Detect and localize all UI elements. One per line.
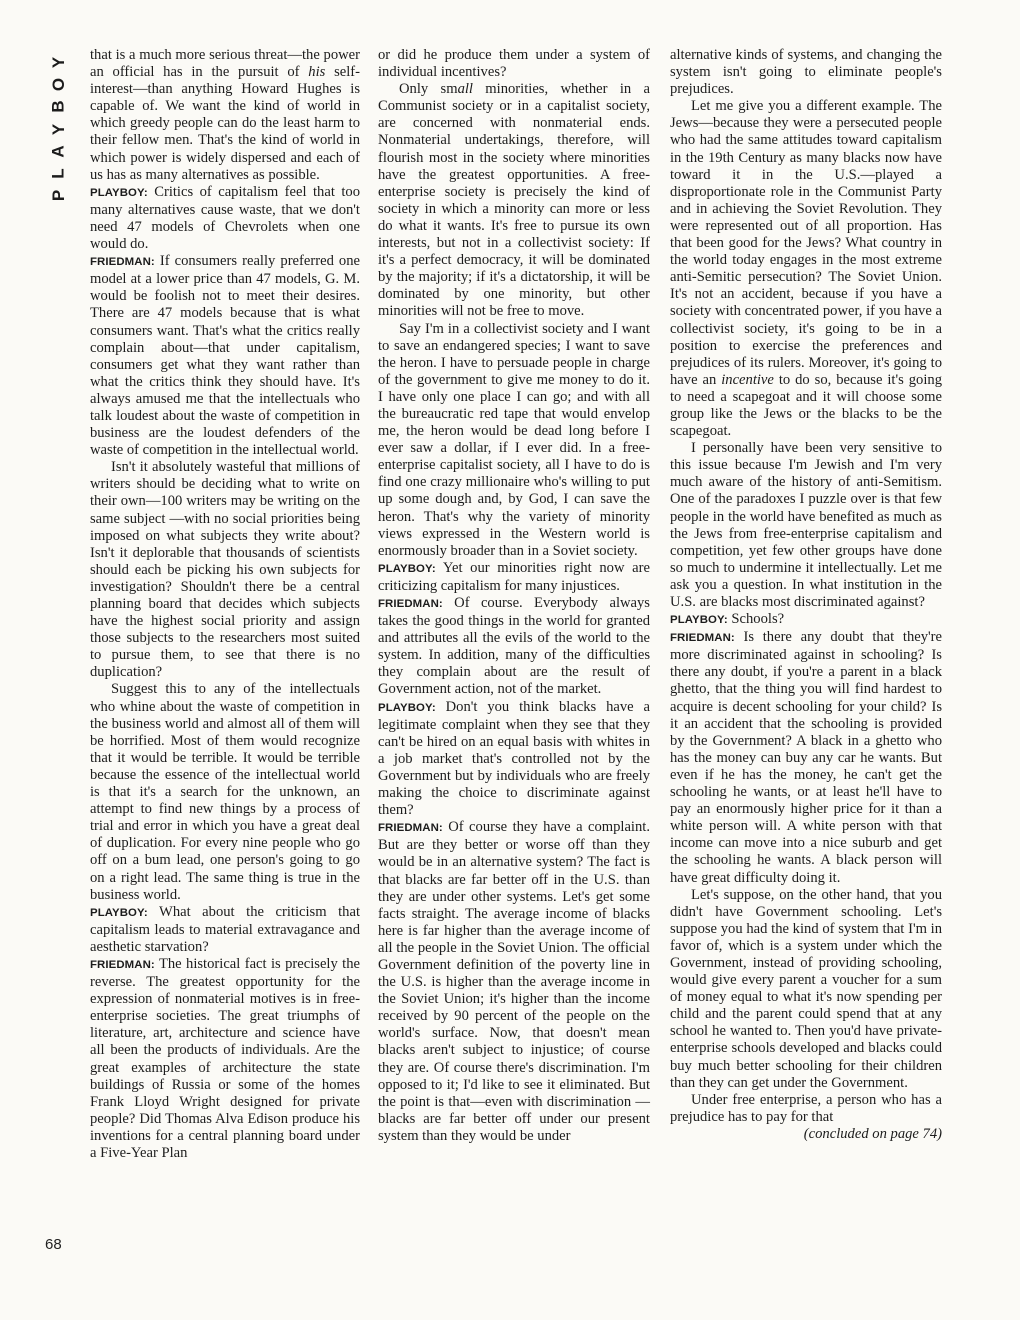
- masthead-letter: A: [48, 145, 68, 158]
- speaker-label: FRIEDMAN:: [90, 256, 155, 269]
- emphasis: his: [308, 64, 326, 81]
- speaker-label: FRIEDMAN:: [670, 632, 735, 645]
- paragraph: or did he produce them under a system of individual incentives?: [378, 47, 650, 81]
- masthead-letter: O: [48, 78, 68, 92]
- paragraph-text: The historical fact is precisely the reverse. The greatest opportunity for the expression of nonmaterial motives is in free-enterprise societies. The great triumphs of literature, art, architecture and science have all been the products of individuals. Are the great examples of architecture the state buildings of Russia or some of the homes Frank Lloyd Wright designed for private people? Did Thomas Alva Edison produce his inventions for a central planning board under a Five-Year Plan: [90, 955, 360, 1161]
- speaker-label: PLAYBOY:: [670, 614, 728, 627]
- emphasis: all: [457, 81, 473, 98]
- paragraph-text: Critics of capitalism feel that too many alternatives cause waste, that we don't need 47 models of Chevrolets when one would do.: [90, 183, 360, 253]
- text-column-3: [670, 47, 942, 1143]
- text-column-1: [90, 47, 360, 1162]
- speaker-label: PLAYBOY:: [90, 186, 148, 199]
- speaker-label: PLAYBOY:: [378, 562, 436, 575]
- interview-exchange: [378, 560, 650, 595]
- interview-exchange: [670, 629, 942, 886]
- interview-exchange: [670, 611, 942, 629]
- paragraph-text: Schools?: [727, 611, 785, 628]
- paragraph: that is a much more serious threat—the power an official has in the pursuit of his self-interest—than anything Howard Hughes is capable of. We want the kind of world in which greedy people can do the least harm to their fellow men. That's the kind of world in which power is widely dispersed and each of us has as many alternatives as possible.: [90, 47, 360, 183]
- paragraph: Only small minorities, whether in a Communist society or in a capitalist society, are concerned with nonmaterial ends. Nonmaterial undertakings, therefore, will flourish most in the society where minorities have the greatest opportunities. A free-enterprise society is precisely the kind of society in which a minority can more or less do what it wants. It's free to pursue its own interests, but not in a collectivist society: If it's a perfect democracy, it will be dominated by the majority; if it's a dictatorship, it will be dominated by one minority, but other minorities will not be free to move.: [378, 81, 650, 320]
- interview-exchange: [378, 819, 650, 1145]
- interview-exchange: [378, 595, 650, 699]
- interview-exchange: [90, 253, 360, 459]
- paragraph: Say I'm in a collectivist society and I want to save an endangered species; I want to save the heron. I have to persuade people in charge of the government to give me money to do it. I have only one place I can go; and with all the bureaucratic red tape that would envelop me, the heron would be dead long before I ever saw a dollar, if I ever did. In a free-enterprise capitalist society, all I have to do is find one crazy millionaire who's willing to put up some dough and, by God, I can save the heron. That's why the variety of minority views expressed in the Western world is enormously broader than in a Soviet society.: [378, 320, 650, 559]
- paragraph-text: Of course they have a complaint. But are they better or worse off than they would be in an alternative system? The fact is that blacks are far better off in the U.S. than they are under other systems. Let's get some facts straight. The average income of blacks here is far higher than the average income of all the people in the Soviet Union. The official Government definition of the poverty line in the U.S. is higher than the average income in the Soviet Union; it's higher than the income received by 90 percent of the people on the world's surface. Now, that doesn't mean blacks aren't subject to injustice; of course they are. Of course there's discrimination. I'm opposed to it; I'd like to see it eliminated. But the point is that—even with discrimination —blacks are far better off under our present system than they would be under: [378, 819, 650, 1144]
- speaker-label: PLAYBOY:: [90, 906, 148, 919]
- masthead-letter: Y: [48, 123, 68, 135]
- speaker-label: FRIEDMAN:: [90, 958, 155, 971]
- paragraph: Isn't it absolutely wasteful that millions of writers should be deciding what to write on their own—100 writers may be writing on the same subject —with no social priorities being imposed on what subjects they write about? Isn't it deplorable that thousands of scientists should each be picking his own subjects for investigation? Shouldn't there be a central planning board that decides which subjects have the highest social priority and assign those subjects to the researchers most suited to pursue them, to see that there is no duplication?: [90, 459, 360, 681]
- speaker-label: PLAYBOY:: [378, 701, 436, 714]
- paragraph-text: Is there any doubt that they're more discriminated against in schooling? Is there any doubt, if you're a parent in a black ghetto, that the thing you will find hardest to acquire is decent schooling for your child? Is it an accident that the schooling is provided by the Government? A black in a ghetto who has the money can buy any car he wants. But even if he has the money, he can't get the schooling he wants, or at least he'll have to pay an enormously higher price for it than a white person will. A white person with that income can move into a nice suburb and get the schooling he wants. A black person will have great difficulty doing it.: [670, 629, 942, 886]
- speaker-label: FRIEDMAN:: [378, 822, 443, 835]
- paragraph: Let's suppose, on the other hand, that you didn't have Government schooling. Let's suppose you had the kind of system that I'm in favor of, which is a system under which the Government, instead of providing schooling, would give every parent a voucher for a sum of money equal to what it's now spending per child and the parent could spend that at any school he wanted to. Then you'd have private-enterprise schools developed and blacks could buy much better schooling for their children than they can get under the Government.: [670, 886, 942, 1091]
- paragraph-text: What about the criticism that capitalism leads to material extravagance and aesthetic starvation?: [90, 903, 360, 955]
- interview-exchange: [378, 699, 650, 820]
- emphasis: incentive: [721, 371, 774, 388]
- masthead-letter: B: [48, 100, 68, 114]
- masthead-letter: L: [48, 168, 68, 179]
- speaker-label: FRIEDMAN:: [378, 598, 443, 610]
- interview-exchange: [90, 904, 360, 956]
- paragraph-text: Of course. Everybody always takes the good things in the world for granted and attributes all the evils of the world to the system. In addition, many of the difficulties they complain about are the result of Government action, not of the market.: [378, 595, 650, 698]
- paragraph-text: Yet our minorities right now are criticizing capitalism for many injustices.: [378, 559, 650, 594]
- paragraph: Suggest this to any of the intellectuals who whine about the waste of competition in the business world and almost all of them will be horrified. Most of them would recognize that it would be terrible. It would be terrible because the essence of the intellectual world is that it's a search for the unknown, an attempt to find new things by a process of trial and error in which you have a great deal of duplication. For every nine people who go off on a bum lead, one person's going to go on a right lead. The same thing is true in the business world.: [90, 681, 360, 903]
- paragraph-text: If consumers really preferred one model at a lower price than 47 models, G. M. would be foolish not to meet their desires. There are 47 models because that is what consumers want. That's what the critics really complain about—that under capitalism, consumers get what they want rather than what the critics think they should have. It's always amused me that the intellectuals who talk loudest about the waste of competition in business are the loudest defenders of the waste of competition in the intellectual world.: [90, 253, 360, 459]
- page-number: 68: [45, 1236, 62, 1253]
- magazine-masthead-vertical: [44, 54, 72, 204]
- masthead-letter: Y: [48, 56, 68, 69]
- continued-notice: (concluded on page 74): [803, 1125, 942, 1142]
- paragraph: I personally have been very sensitive to this issue because I'm Jewish and I'm very much aware of the history of anti-Semitism. One of the paradoxes I puzzle over is that few people in the world have benefited as much as the Jews from free-enterprise capitalism and competition, yet few other groups have done so much to undermine it intellectually. Let me ask you a question. In what institution in the U.S. are blacks most discriminated against?: [670, 440, 942, 610]
- interview-exchange: [90, 184, 360, 253]
- interview-exchange: [90, 956, 360, 1162]
- paragraph: Under free enterprise, a person who has a prejudice has to pay for that: [670, 1091, 942, 1125]
- paragraph-text: Don't you think blacks have a legitimate complaint when they see that they can't be hired on an equal basis with whites in a job market that's controlled not by the Government but by individuals who are freely making the choice to discriminate against them?: [378, 698, 650, 819]
- paragraph: Let me give you a different example. The Jews—because they were a persecuted people who had the same attitudes toward capitalism in the 19th Century as many blacks now have toward it in the U.S.—played a disproportionate role in the Communist Party and in achieving the Soviet Revolution. They were represented out of all proportion. Has that been good for the Jews? What country in the world today engages in the most extreme anti-Semitic persecution? The Soviet Union. It's not an accident, because if you have a society with concentrated power, if you have a collectivist society, it's going to be in a position to exercise the preferences and prejudices of its rulers. Moreover, it's going to have an incentive to do so, because it's going to need a scapegoat and it will choose some group like the Jews or the blacks to be the scapegoat.: [670, 98, 942, 440]
- paragraph: alternative kinds of systems, and changing the system isn't going to eliminate people's prejudices.: [670, 47, 942, 98]
- masthead-letter: P: [48, 189, 68, 202]
- text-column-2: [378, 47, 650, 1145]
